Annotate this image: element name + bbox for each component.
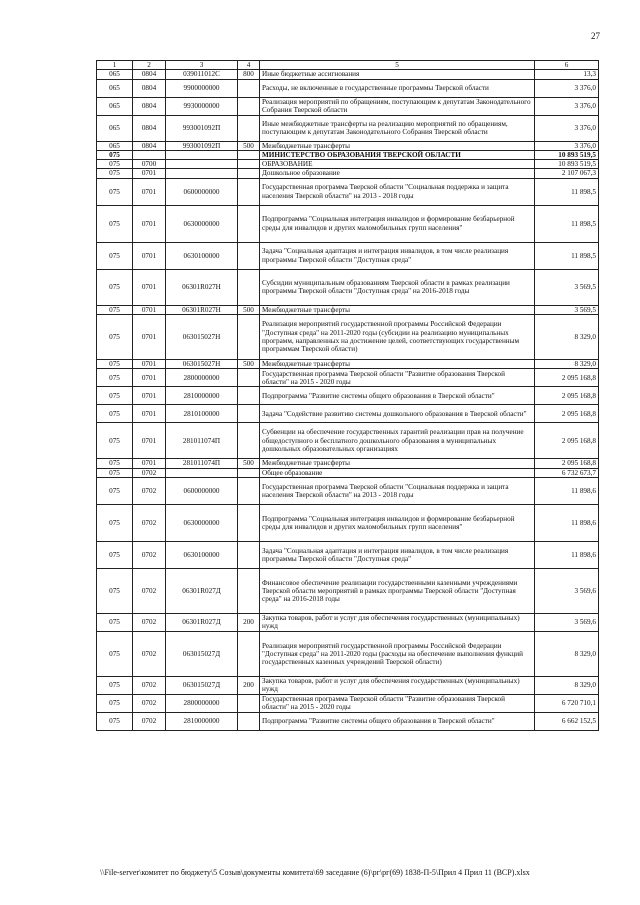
cell-rz: 0702: [133, 613, 166, 631]
cell-name: Межбюджетные трансферты: [260, 141, 535, 150]
cell-csr: 2810000000: [166, 712, 238, 730]
cell-name: Закупка товаров, работ и услуг для обеспечения государственных (муниципальных) нужд: [260, 676, 535, 694]
cell-name: Подпрограмма "Социальная интеграция инвалидов и формирование безбарьерной среды для инвалидов и других маломобильных групп населения": [260, 504, 535, 541]
cell-sum: 3 569,5: [535, 269, 599, 305]
table-row: [97, 676, 599, 694]
table-row: [97, 360, 599, 369]
table-row: [97, 79, 599, 97]
file-path-footer: \\File-server\комитет по бюджету\5 Созыв\документы комитета\69 заседание (6)\рг\рг(69) 1838-П-5\Прил 4 Прил 11 (ВСР).xlsx: [100, 868, 530, 877]
cell-name: МИНИСТЕРСТВО ОБРАЗОВАНИЯ ТВЕРСКОЙ ОБЛАСТИ: [260, 150, 535, 159]
cell-vr: 200: [238, 676, 260, 694]
cell-csr: 9900000000: [166, 79, 238, 97]
cell-sum: 11 898,6: [535, 477, 599, 504]
cell-name: Задача "Социальная адаптация и интеграция инвалидов, в том числе реализация программы Тверской области "Доступная среда": [260, 242, 535, 269]
cell-rz: 0702: [133, 541, 166, 568]
table-header-row: [97, 61, 599, 70]
cell-name: Субвенции на обеспечение государственных гарантий реализации прав на получение общедоступного и бесплатного дошкольного образования в муниципальных дошкольных образовательных организациях: [260, 423, 535, 459]
cell-rz: 0702: [133, 676, 166, 694]
cell-name: Реализация мероприятий по обращениям, поступающим к депутатам Законодательного Собрания Тверской области: [260, 97, 535, 115]
cell-sum: 10 893 519,5: [535, 150, 599, 159]
cell-csr: 0630100000: [166, 541, 238, 568]
cell-csr: [166, 150, 238, 159]
cell-ved: 065: [97, 141, 133, 150]
cell-sum: 2 095 168,8: [535, 423, 599, 459]
cell-csr: 0630000000: [166, 504, 238, 541]
cell-sum: 8 329,0: [535, 631, 599, 676]
cell-ved: 075: [97, 369, 133, 387]
cell-rz: 0701: [133, 169, 166, 178]
budget-table: [96, 60, 599, 731]
cell-rz: 0804: [133, 97, 166, 115]
cell-rz: 0702: [133, 468, 166, 477]
cell-csr: 281011074П: [166, 423, 238, 459]
header-cell-ved: 1: [97, 61, 133, 70]
cell-rz: 0701: [133, 269, 166, 305]
cell-name: Межбюджетные трансферты: [260, 360, 535, 369]
cell-rz: 0702: [133, 712, 166, 730]
cell-ved: 075: [97, 178, 133, 205]
cell-sum: 11 898,6: [535, 541, 599, 568]
cell-name: Субсидии муниципальным образованиям Тверской области в рамках реализации программы Тверской области "Доступная среда" на 2016-2018 годы: [260, 269, 535, 305]
cell-rz: 0700: [133, 160, 166, 169]
cell-csr: [166, 160, 238, 169]
header-cell-sum: 6: [535, 61, 599, 70]
cell-vr: [238, 178, 260, 205]
cell-vr: [238, 115, 260, 141]
cell-sum: 11 898,6: [535, 504, 599, 541]
cell-sum: 6 662 152,5: [535, 712, 599, 730]
table-row: [97, 423, 599, 459]
cell-vr: [238, 468, 260, 477]
cell-vr: [238, 504, 260, 541]
cell-ved: 075: [97, 150, 133, 159]
cell-name: Межбюджетные трансферты: [260, 459, 535, 468]
cell-vr: [238, 423, 260, 459]
cell-ved: 065: [97, 70, 133, 79]
cell-ved: 075: [97, 360, 133, 369]
cell-vr: [238, 79, 260, 97]
table-row: [97, 115, 599, 141]
cell-sum: 3 569,5: [535, 305, 599, 314]
table-row: [97, 405, 599, 423]
cell-csr: 2800000000: [166, 694, 238, 712]
cell-vr: 500: [238, 141, 260, 150]
cell-csr: 06301R027Д: [166, 613, 238, 631]
cell-name: Государственная программа Тверской области "Развитие образования Тверской области" на 2015 - 2020 годы: [260, 694, 535, 712]
cell-rz: 0701: [133, 315, 166, 360]
cell-csr: 063015027Д: [166, 631, 238, 676]
cell-name: Государственная программа Тверской области "Социальная поддержка и защита населения Тверской области" на 2013 - 2018 годы: [260, 477, 535, 504]
cell-sum: 8 329,0: [535, 360, 599, 369]
table-row: [97, 97, 599, 115]
cell-sum: 2 095 168,8: [535, 405, 599, 423]
cell-name: Межбюджетные трансферты: [260, 305, 535, 314]
table-row: [97, 242, 599, 269]
cell-sum: 11 898,5: [535, 242, 599, 269]
table-row: [97, 205, 599, 242]
cell-ved: 075: [97, 242, 133, 269]
table-row: [97, 141, 599, 150]
cell-ved: 075: [97, 712, 133, 730]
cell-csr: 06301R027Д: [166, 568, 238, 613]
cell-ved: 075: [97, 169, 133, 178]
cell-rz: [133, 150, 166, 159]
cell-vr: [238, 150, 260, 159]
cell-ved: 075: [97, 459, 133, 468]
cell-csr: 0600000000: [166, 477, 238, 504]
header-cell-vr: 4: [238, 61, 260, 70]
cell-csr: 281011074П: [166, 459, 238, 468]
cell-vr: [238, 541, 260, 568]
cell-ved: 075: [97, 305, 133, 314]
cell-csr: 2810000000: [166, 387, 238, 405]
cell-ved: 065: [97, 79, 133, 97]
cell-name: Иные межбюджетные трансферты на реализацию мероприятий по обращениям, поступающим к депутатам Законодательного Собрания Тверской области: [260, 115, 535, 141]
cell-ved: 075: [97, 676, 133, 694]
cell-rz: 0701: [133, 423, 166, 459]
table-row: [97, 477, 599, 504]
cell-rz: 0702: [133, 477, 166, 504]
cell-vr: 200: [238, 613, 260, 631]
table-row: [97, 315, 599, 360]
cell-csr: 0600000000: [166, 178, 238, 205]
cell-ved: 075: [97, 613, 133, 631]
cell-rz: 0701: [133, 459, 166, 468]
cell-csr: 2800000000: [166, 369, 238, 387]
cell-name: Подпрограмма "Социальная интеграция инвалидов и формирование безбарьерной среды для инвалидов и других маломобильных групп населения": [260, 205, 535, 242]
table-row: [97, 269, 599, 305]
cell-sum: 3 376,0: [535, 115, 599, 141]
cell-vr: [238, 242, 260, 269]
cell-ved: 065: [97, 97, 133, 115]
cell-ved: 075: [97, 477, 133, 504]
table-row: [97, 70, 599, 79]
cell-sum: 11 898,5: [535, 178, 599, 205]
cell-name: Реализация мероприятий государственной программы Российской Федерации "Доступная среда" на 2011-2020 годы (субсидии на реализацию муниципальных программ, направленных на достижение целей, соответствующих государственным программам Тверской области): [260, 315, 535, 360]
cell-name: Дошкольное образование: [260, 169, 535, 178]
table-row: [97, 169, 599, 178]
cell-sum: 6 732 673,7: [535, 468, 599, 477]
cell-ved: 075: [97, 568, 133, 613]
header-cell-csr: 3: [166, 61, 238, 70]
cell-name: Иные бюджетные ассигнования: [260, 70, 535, 79]
cell-csr: 9930000000: [166, 97, 238, 115]
cell-rz: 0701: [133, 369, 166, 387]
cell-sum: 13,3: [535, 70, 599, 79]
cell-ved: 075: [97, 694, 133, 712]
cell-ved: 075: [97, 387, 133, 405]
cell-sum: 8 329,0: [535, 315, 599, 360]
cell-vr: [238, 405, 260, 423]
cell-csr: [166, 468, 238, 477]
cell-csr: 993001092П: [166, 141, 238, 150]
table-row: [97, 541, 599, 568]
cell-ved: 075: [97, 315, 133, 360]
cell-csr: 993001092П: [166, 115, 238, 141]
cell-vr: [238, 269, 260, 305]
table-row: [97, 305, 599, 314]
table-row: [97, 712, 599, 730]
cell-csr: 2810100000: [166, 405, 238, 423]
cell-name: Государственная программа Тверской области "Развитие образования Тверской области" на 2015 - 2020 годы: [260, 369, 535, 387]
cell-csr: [166, 169, 238, 178]
cell-sum: 6 720 710,1: [535, 694, 599, 712]
table-row: [97, 459, 599, 468]
header-cell-rz: 2: [133, 61, 166, 70]
cell-ved: 075: [97, 631, 133, 676]
table-row: [97, 369, 599, 387]
cell-ved: 075: [97, 541, 133, 568]
cell-rz: 0702: [133, 504, 166, 541]
cell-rz: 0701: [133, 387, 166, 405]
cell-rz: 0701: [133, 360, 166, 369]
table-row: [97, 160, 599, 169]
cell-rz: 0804: [133, 115, 166, 141]
cell-rz: 0701: [133, 405, 166, 423]
cell-sum: 10 893 519,5: [535, 160, 599, 169]
cell-rz: 0804: [133, 70, 166, 79]
cell-name: Подпрограмма "Развитие системы общего образования в Тверской области": [260, 712, 535, 730]
cell-sum: 2 095 168,8: [535, 387, 599, 405]
cell-vr: [238, 712, 260, 730]
cell-name: Общее образование: [260, 468, 535, 477]
cell-name: ОБРАЗОВАНИЕ: [260, 160, 535, 169]
table-row: [97, 568, 599, 613]
cell-rz: 0701: [133, 178, 166, 205]
cell-vr: 500: [238, 459, 260, 468]
cell-rz: 0701: [133, 242, 166, 269]
cell-name: Финансовое обеспечение реализации государственными казенными учреждениями Тверской области мероприятий в рамках программы Тверской области "Доступная среда" на 2016-2018 годы: [260, 568, 535, 613]
cell-ved: 075: [97, 160, 133, 169]
cell-sum: 2 107 067,3: [535, 169, 599, 178]
cell-name: Задача "Социальная адаптация и интеграция инвалидов, в том числе реализация программы Тверской области "Доступная среда": [260, 541, 535, 568]
cell-vr: [238, 97, 260, 115]
cell-vr: 500: [238, 360, 260, 369]
cell-ved: 065: [97, 115, 133, 141]
cell-vr: [238, 568, 260, 613]
cell-vr: [238, 631, 260, 676]
cell-vr: [238, 477, 260, 504]
table-row: [97, 631, 599, 676]
cell-vr: [238, 369, 260, 387]
cell-vr: [238, 160, 260, 169]
cell-name: Государственная программа Тверской области "Социальная поддержка и защита населения Тверской области" на 2013 - 2018 годы: [260, 178, 535, 205]
cell-sum: 3 376,0: [535, 141, 599, 150]
cell-csr: 063015027Н: [166, 315, 238, 360]
cell-vr: [238, 387, 260, 405]
page-number: 27: [591, 31, 600, 41]
cell-name: Реализация мероприятий государственной программы Российской Федерации "Доступная среда" на 2011-2020 годы (расходы на обеспечение выполнения функций государственных казенных учреждений Тверской области): [260, 631, 535, 676]
cell-ved: 075: [97, 405, 133, 423]
cell-sum: 2 095 168,8: [535, 369, 599, 387]
cell-vr: 800: [238, 70, 260, 79]
header-cell-name: 5: [260, 61, 535, 70]
cell-sum: 8 329,0: [535, 676, 599, 694]
cell-csr: 039011012С: [166, 70, 238, 79]
cell-sum: 2 095 168,8: [535, 459, 599, 468]
cell-ved: 075: [97, 205, 133, 242]
cell-name: Расходы, не включенные в государственные программы Тверской области: [260, 79, 535, 97]
table-row: [97, 387, 599, 405]
cell-vr: [238, 315, 260, 360]
table-row: [97, 694, 599, 712]
cell-vr: [238, 694, 260, 712]
cell-ved: 075: [97, 423, 133, 459]
cell-sum: 3 569,6: [535, 568, 599, 613]
cell-rz: 0702: [133, 568, 166, 613]
cell-sum: 3 376,0: [535, 97, 599, 115]
cell-ved: 075: [97, 269, 133, 305]
cell-rz: 0701: [133, 205, 166, 242]
cell-rz: 0702: [133, 694, 166, 712]
table-row: [97, 504, 599, 541]
cell-ved: 075: [97, 468, 133, 477]
cell-name: Закупка товаров, работ и услуг для обеспечения государственных (муниципальных) нужд: [260, 613, 535, 631]
table-row: [97, 613, 599, 631]
cell-csr: 0630100000: [166, 242, 238, 269]
cell-csr: 063015027Д: [166, 676, 238, 694]
cell-sum: 3 569,6: [535, 613, 599, 631]
cell-csr: 063015027Н: [166, 360, 238, 369]
cell-vr: [238, 205, 260, 242]
cell-rz: 0804: [133, 141, 166, 150]
cell-sum: 3 376,0: [535, 79, 599, 97]
cell-ved: 075: [97, 504, 133, 541]
cell-csr: 06301R027Н: [166, 269, 238, 305]
cell-rz: 0701: [133, 305, 166, 314]
table-row: [97, 150, 599, 159]
cell-csr: 06301R027Н: [166, 305, 238, 314]
table-body: [97, 70, 599, 731]
cell-csr: 0630000000: [166, 205, 238, 242]
cell-vr: [238, 169, 260, 178]
cell-sum: 11 898,5: [535, 205, 599, 242]
table-row: [97, 178, 599, 205]
table-row: [97, 468, 599, 477]
cell-vr: 500: [238, 305, 260, 314]
cell-name: Подпрограмма "Развитие системы общего образования в Тверской области": [260, 387, 535, 405]
cell-rz: 0702: [133, 631, 166, 676]
cell-rz: 0804: [133, 79, 166, 97]
cell-name: Задача "Содействие развитию системы дошкольного образования в Тверской области": [260, 405, 535, 423]
